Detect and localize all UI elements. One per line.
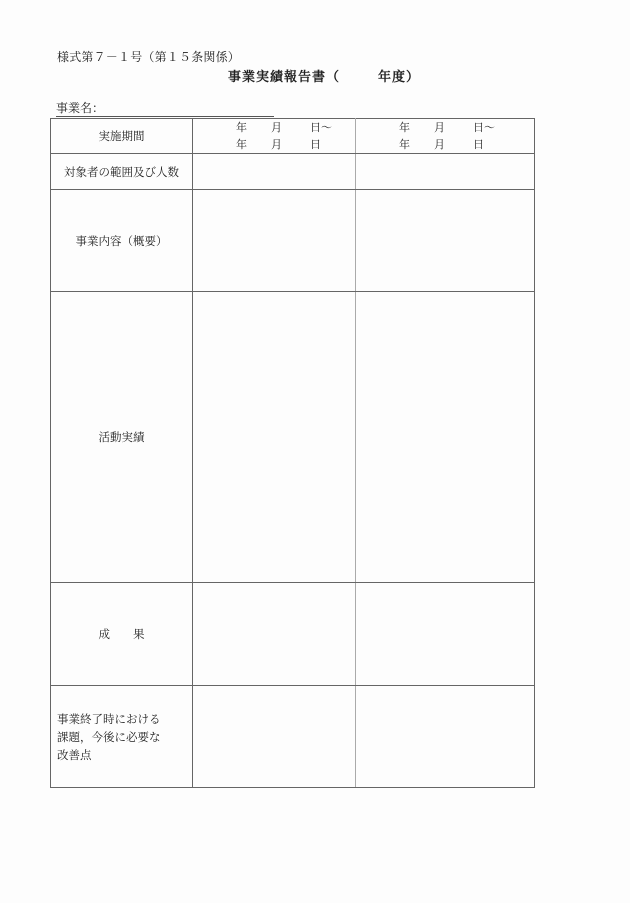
business-name-field[interactable] (56, 101, 274, 117)
label-period: 実施期間 (51, 119, 193, 154)
content-cell-2[interactable] (356, 190, 535, 292)
row-activity (51, 292, 535, 583)
label-content: 事業内容（概要） (51, 190, 193, 292)
issues-line-2: 課題，今後に必要な (57, 729, 161, 744)
document-title (228, 66, 420, 85)
row-content (51, 190, 535, 292)
report-table (50, 118, 535, 788)
period-cell-1[interactable] (193, 119, 356, 154)
issues-cell-1[interactable] (193, 686, 356, 788)
row-period (51, 119, 535, 154)
year-text: 年 (236, 121, 247, 134)
day-to-text: 日 (473, 138, 484, 151)
month-text: 月 (434, 121, 445, 134)
label-target: 対象者の範囲及び人数 (51, 154, 193, 190)
content-cell-1[interactable] (193, 190, 356, 292)
title-text: 事業実績報告書（ (228, 70, 341, 85)
activity-cell-2[interactable] (356, 292, 535, 583)
month-text: 月 (271, 121, 282, 134)
target-cell-1[interactable] (193, 154, 356, 190)
issues-line-1: 事業終了時における (57, 711, 161, 726)
year-text: 年 (399, 121, 410, 134)
day-from-text: 日～ (473, 121, 495, 134)
label-issues (51, 686, 193, 788)
month-text: 月 (434, 138, 445, 151)
year-text: 年 (236, 138, 247, 151)
row-issues (51, 686, 535, 788)
month-text: 月 (271, 138, 282, 151)
form-number: 様式第７－１号（第１５条関係） (57, 50, 241, 64)
target-cell-2[interactable] (356, 154, 535, 190)
row-results (51, 583, 535, 686)
day-from-text: 日～ (310, 121, 332, 134)
day-to-text: 日 (310, 138, 321, 151)
title-fiscal-year: 年度） (378, 70, 421, 85)
label-results: 成 果 (51, 583, 193, 686)
results-cell-1[interactable] (193, 583, 356, 686)
row-target (51, 154, 535, 190)
business-name-label: 事業名： (56, 101, 105, 115)
year-text: 年 (399, 138, 410, 151)
issues-cell-2[interactable] (356, 686, 535, 788)
label-activity: 活動実績 (51, 292, 193, 583)
results-cell-2[interactable] (356, 583, 535, 686)
activity-cell-1[interactable] (193, 292, 356, 583)
period-cell-2[interactable] (356, 119, 535, 154)
issues-line-3: 改善点 (57, 747, 92, 762)
